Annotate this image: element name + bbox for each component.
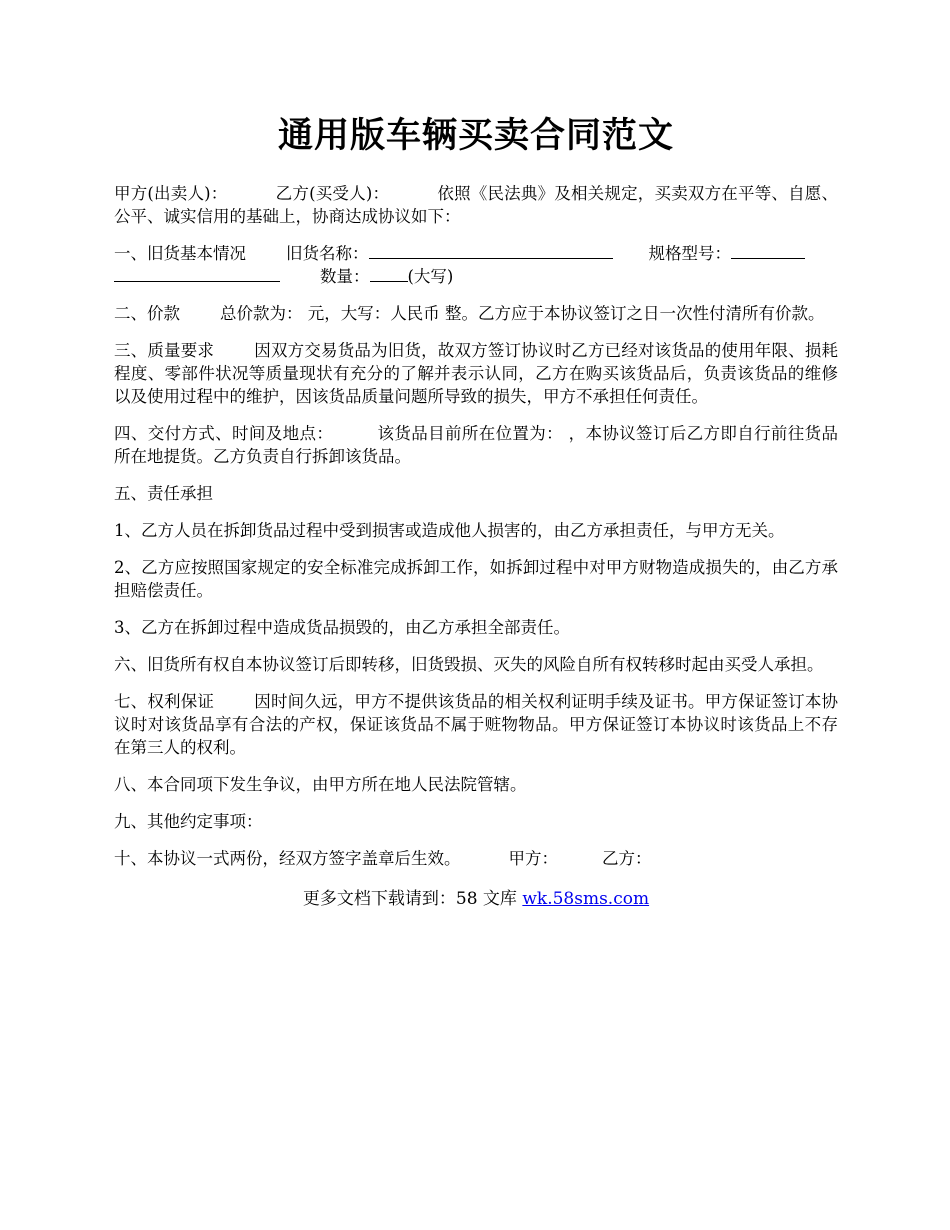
- section-3-text: 因双方交易货品为旧货，故双方签订协议时乙方已经对该货品的使用年限、损耗程度、零部件状况等质量现状有充分的了解并表示认同，乙方在购买该货品后，负责该货品的维修以及使用过程中的维护，因该货品质量问题所导致的损失，甲方不承担任何责任。: [114, 341, 839, 406]
- spec-blank-continued[interactable]: [114, 265, 280, 282]
- signature-a-label: 甲方：: [508, 849, 558, 868]
- section-4-heading: 四、交付方式、时间及地点：: [114, 424, 334, 443]
- spec-blank[interactable]: [731, 242, 805, 259]
- quantity-blank[interactable]: [370, 265, 408, 282]
- spec-label: 规格型号：: [648, 244, 731, 263]
- section-4-text: 该货品目前所在位置为： ，本协议签订后乙方即自行前往货品所在地提货。乙方负责自行拆卸该货品。: [114, 424, 839, 466]
- footer: [114, 884, 838, 909]
- section-5-item-2: 2、乙方应按照国家规定的安全标准完成拆卸工作，如拆卸过程中对甲方财物造成损失的，由乙方承担赔偿责任。: [114, 558, 838, 600]
- party-b-label: 乙方(买受人)：: [275, 184, 390, 203]
- contract-page: [114, 112, 838, 909]
- section-10-text: 十、本协议一式两份，经双方签字盖章后生效。: [114, 849, 461, 868]
- footer-link[interactable]: wk.58sms.com: [522, 889, 650, 909]
- section-5-item-1: 1、乙方人员在拆卸货品过程中受到损害或造成他人损害的，由乙方承担责任，与甲方无关。: [114, 521, 785, 540]
- section-7-heading: 七、权利保证: [114, 692, 215, 711]
- section-6: 六、旧货所有权自本协议签订后即转移，旧货毁损、灭失的风险自所有权转移时起由买受人承担。: [114, 655, 824, 674]
- section-7-text: 因时间久远，甲方不提供该货品的相关权利证明手续及证书。甲方保证签订本协议时对该货品享有合法的产权，保证该货品不属于赃物物品。甲方保证签订本协议时该货品上不存在第三人的权利。: [114, 692, 839, 757]
- section-2-text: 总价款为： 元，大写：人民币 整。乙方应于本协议签订之日一次性付清所有价款。: [220, 304, 825, 323]
- signature-b-label: 乙方：: [602, 849, 652, 868]
- section-5-item-3: 3、乙方在拆卸过程中造成货品损毁的，由乙方承担全部责任。: [114, 618, 570, 637]
- section-10: [114, 847, 838, 870]
- section-3: [114, 339, 838, 408]
- section-2: [114, 302, 838, 325]
- section-3-heading: 三、质量要求: [114, 341, 215, 360]
- goods-name-label: 旧货名称：: [286, 244, 369, 263]
- section-7: [114, 690, 838, 759]
- section-8: 八、本合同项下发生争议，由甲方所在地人民法院管辖。: [114, 775, 527, 794]
- section-1-heading: 一、旧货基本情况: [114, 244, 246, 263]
- section-9: 九、其他约定事项：: [114, 812, 263, 831]
- quantity-suffix: (大写): [407, 267, 454, 286]
- section-1: [114, 242, 838, 288]
- section-4: [114, 422, 838, 468]
- intro-paragraph: [114, 182, 838, 228]
- intro-text: 依照《民法典》及相关规定，买卖双方在平等、自愿、公平、诚实信用的基础上，协商达成协议如下：: [114, 184, 839, 226]
- section-2-heading: 二、价款: [114, 304, 180, 323]
- party-a-label: 甲方(出卖人)：: [114, 184, 228, 203]
- quantity-label: 数量：: [320, 267, 370, 286]
- section-5-heading: 五、责任承担: [114, 484, 213, 503]
- document-title: 通用版车辆买卖合同范文: [277, 116, 674, 156]
- goods-name-blank[interactable]: [369, 242, 613, 259]
- footer-text: 更多文档下载请到：58 文库: [302, 889, 523, 909]
